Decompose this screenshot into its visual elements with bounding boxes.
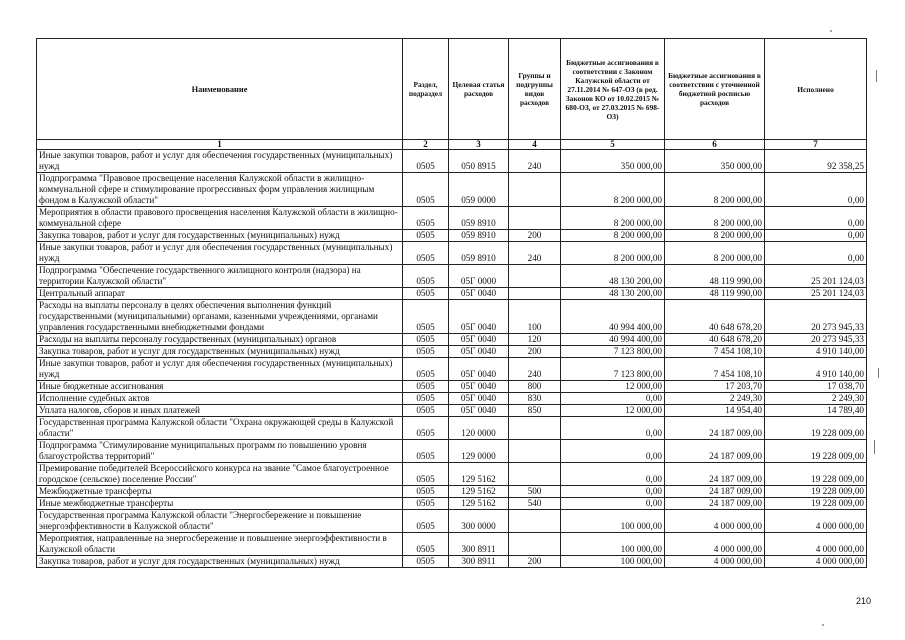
row-section: 0505 — [403, 486, 449, 498]
row-section: 0505 — [403, 498, 449, 510]
row-target: 05Г 0040 — [449, 405, 509, 417]
row-group: 240 — [509, 358, 561, 381]
row-name: Подпрограмма "Правовое просвещение населения Калужской области в жилищно-коммунальной сфере и стимулирование прогрессивных форм управления жилищным фондом в Калужской области" — [37, 173, 403, 207]
table-row — [37, 358, 867, 381]
row-target: 129 0000 — [449, 440, 509, 463]
scan-speck — [830, 30, 832, 32]
header-section: Раздел, подраздел — [403, 39, 449, 140]
row-group: 540 — [509, 498, 561, 510]
row-registry-allocation: 24 187 009,00 — [665, 498, 765, 510]
row-group: 100 — [509, 300, 561, 334]
row-registry-allocation: 8 200 000,00 — [665, 230, 765, 242]
row-group — [509, 533, 561, 556]
row-registry-allocation: 17 203,70 — [665, 381, 765, 393]
header-target: Целевая статья расходов — [449, 39, 509, 140]
column-number: 6 — [665, 140, 765, 150]
row-target: 129 5162 — [449, 463, 509, 486]
table-row — [37, 417, 867, 440]
row-target: 300 8911 — [449, 533, 509, 556]
table-row — [37, 486, 867, 498]
row-executed: 4 000 000,00 — [765, 556, 867, 568]
header-registry-allocations: Бюджетные ассигнования в соответствии с уточненной бюджетной росписью расходов — [665, 39, 765, 140]
row-target: 05Г 0000 — [449, 265, 509, 288]
row-registry-allocation: 8 200 000,00 — [665, 173, 765, 207]
scan-speck — [822, 624, 824, 626]
row-section: 0505 — [403, 334, 449, 346]
row-section: 0505 — [403, 393, 449, 405]
row-section: 0505 — [403, 230, 449, 242]
scan-mark — [874, 440, 875, 454]
row-law-allocation: 40 994 400,00 — [561, 334, 665, 346]
row-registry-allocation: 7 454 108,10 — [665, 346, 765, 358]
row-law-allocation: 7 123 800,00 — [561, 358, 665, 381]
row-law-allocation: 0,00 — [561, 440, 665, 463]
row-executed: 20 273 945,33 — [765, 334, 867, 346]
table-row — [37, 207, 867, 230]
row-section: 0505 — [403, 440, 449, 463]
row-name: Закупка товаров, работ и услуг для государственных (муниципальных) нужд — [37, 346, 403, 358]
row-executed: 25 201 124,03 — [765, 265, 867, 288]
column-number: 7 — [765, 140, 867, 150]
row-registry-allocation: 350 000,00 — [665, 150, 765, 173]
row-law-allocation: 8 200 000,00 — [561, 173, 665, 207]
row-registry-allocation: 24 187 009,00 — [665, 440, 765, 463]
row-registry-allocation: 8 200 000,00 — [665, 207, 765, 230]
row-target: 059 8910 — [449, 230, 509, 242]
table-body — [37, 150, 867, 568]
row-target: 05Г 0040 — [449, 381, 509, 393]
table-row — [37, 510, 867, 533]
row-registry-allocation: 24 187 009,00 — [665, 417, 765, 440]
row-registry-allocation: 40 648 678,20 — [665, 300, 765, 334]
row-law-allocation: 48 130 200,00 — [561, 265, 665, 288]
row-law-allocation: 12 000,00 — [561, 405, 665, 417]
table-row — [37, 242, 867, 265]
row-name: Исполнение судебных актов — [37, 393, 403, 405]
row-executed: 0,00 — [765, 207, 867, 230]
row-target: 05Г 0040 — [449, 334, 509, 346]
row-group: 240 — [509, 150, 561, 173]
scan-mark — [876, 70, 877, 82]
row-executed: 4 910 140,00 — [765, 358, 867, 381]
row-target: 059 8910 — [449, 242, 509, 265]
table-row — [37, 150, 867, 173]
table-row — [37, 498, 867, 510]
table-row — [37, 381, 867, 393]
row-section: 0505 — [403, 533, 449, 556]
row-executed: 0,00 — [765, 173, 867, 207]
row-name: Закупка товаров, работ и услуг для государственных (муниципальных) нужд — [37, 230, 403, 242]
table-header-row — [37, 39, 867, 140]
row-law-allocation: 0,00 — [561, 498, 665, 510]
column-number: 5 — [561, 140, 665, 150]
row-law-allocation: 12 000,00 — [561, 381, 665, 393]
row-section: 0505 — [403, 346, 449, 358]
table-row — [37, 173, 867, 207]
row-executed: 14 789,40 — [765, 405, 867, 417]
table-row — [37, 440, 867, 463]
row-registry-allocation: 7 454 108,10 — [665, 358, 765, 381]
row-group: 850 — [509, 405, 561, 417]
row-group: 500 — [509, 486, 561, 498]
column-number: 2 — [403, 140, 449, 150]
row-executed: 19 228 009,00 — [765, 486, 867, 498]
table-row — [37, 556, 867, 568]
row-group — [509, 510, 561, 533]
row-section: 0505 — [403, 556, 449, 568]
row-name: Государственная программа Калужской области "Охрана окружающей среды в Калужской области" — [37, 417, 403, 440]
table-row — [37, 463, 867, 486]
row-section: 0505 — [403, 417, 449, 440]
row-section: 0505 — [403, 288, 449, 300]
row-executed: 92 358,25 — [765, 150, 867, 173]
row-target: 129 5162 — [449, 498, 509, 510]
row-registry-allocation: 48 119 990,00 — [665, 288, 765, 300]
row-law-allocation: 0,00 — [561, 463, 665, 486]
row-target: 05Г 0040 — [449, 288, 509, 300]
row-name: Расходы на выплаты персоналу в целях обеспечения выполнения функций государственными (муниципальными) органами, казенными учреждениями, органами управления государственными внебюджетными фондами — [37, 300, 403, 334]
row-target: 059 0000 — [449, 173, 509, 207]
row-executed: 4 000 000,00 — [765, 510, 867, 533]
row-group: 200 — [509, 230, 561, 242]
column-number: 1 — [37, 140, 403, 150]
row-target: 300 8911 — [449, 556, 509, 568]
row-law-allocation: 7 123 800,00 — [561, 346, 665, 358]
row-name: Межбюджетные трансферты — [37, 486, 403, 498]
row-executed: 19 228 009,00 — [765, 498, 867, 510]
row-group — [509, 173, 561, 207]
row-target: 05Г 0040 — [449, 300, 509, 334]
table-row — [37, 533, 867, 556]
row-law-allocation: 100 000,00 — [561, 510, 665, 533]
row-target: 05Г 0040 — [449, 346, 509, 358]
table-row — [37, 288, 867, 300]
row-name: Иные межбюджетные трансферты — [37, 498, 403, 510]
row-executed: 4 910 140,00 — [765, 346, 867, 358]
row-section: 0505 — [403, 463, 449, 486]
row-registry-allocation: 40 648 678,20 — [665, 334, 765, 346]
row-law-allocation: 100 000,00 — [561, 533, 665, 556]
column-number: 4 — [509, 140, 561, 150]
row-executed: 19 228 009,00 — [765, 417, 867, 440]
header-law-allocations: Бюджетные ассигнования в соответствии с Законом Калужской области от 27.11.2014 № 647-ОЗ (в ред. Законов КО от 10.02.2015 № 680-ОЗ, от 27.03.2015 № 698-ОЗ) — [561, 39, 665, 140]
row-target: 300 0000 — [449, 510, 509, 533]
table-row — [37, 300, 867, 334]
row-group: 830 — [509, 393, 561, 405]
header-group: Группы и подгруппы видов расходов — [509, 39, 561, 140]
row-law-allocation: 0,00 — [561, 486, 665, 498]
row-group: 200 — [509, 346, 561, 358]
budget-sheet — [36, 38, 866, 568]
table-row — [37, 265, 867, 288]
row-law-allocation: 0,00 — [561, 417, 665, 440]
row-name: Закупка товаров, работ и услуг для государственных (муниципальных) нужд — [37, 556, 403, 568]
row-name: Уплата налогов, сборов и иных платежей — [37, 405, 403, 417]
row-name: Иные закупки товаров, работ и услуг для обеспечения государственных (муниципальных) нужд — [37, 358, 403, 381]
row-registry-allocation: 24 187 009,00 — [665, 463, 765, 486]
row-registry-allocation: 4 000 000,00 — [665, 533, 765, 556]
row-section: 0505 — [403, 207, 449, 230]
table-row — [37, 230, 867, 242]
column-number-row — [37, 140, 867, 150]
header-name: Наименование — [37, 39, 403, 140]
row-law-allocation: 8 200 000,00 — [561, 207, 665, 230]
row-registry-allocation: 48 119 990,00 — [665, 265, 765, 288]
row-executed: 20 273 945,33 — [765, 300, 867, 334]
header-executed: Исполнено — [765, 39, 867, 140]
row-group: 800 — [509, 381, 561, 393]
row-name: Государственная программа Калужской области "Энергосбережение и повышение энергоэффективности в Калужской области" — [37, 510, 403, 533]
row-executed: 2 249,30 — [765, 393, 867, 405]
row-registry-allocation: 14 954,40 — [665, 405, 765, 417]
row-group — [509, 207, 561, 230]
row-registry-allocation: 8 200 000,00 — [665, 242, 765, 265]
row-name: Мероприятия, направленные на энергосбережение и повышение энергоэффективности в Калужской области — [37, 533, 403, 556]
row-law-allocation: 8 200 000,00 — [561, 242, 665, 265]
row-law-allocation: 350 000,00 — [561, 150, 665, 173]
table-row — [37, 334, 867, 346]
row-executed: 19 228 009,00 — [765, 463, 867, 486]
row-name: Мероприятия в области правового просвещения населения Калужской области в жилищно-коммунальной сфере — [37, 207, 403, 230]
row-name: Расходы на выплаты персоналу государственных (муниципальных) органов — [37, 334, 403, 346]
row-executed: 0,00 — [765, 230, 867, 242]
row-group — [509, 463, 561, 486]
row-name: Иные бюджетные ассигнования — [37, 381, 403, 393]
row-name: Премирование победителей Всероссийского конкурса на звание "Самое благоустроенное городское (сельское) поселение России" — [37, 463, 403, 486]
row-name: Центральный аппарат — [37, 288, 403, 300]
row-target: 05Г 0040 — [449, 393, 509, 405]
row-section: 0505 — [403, 405, 449, 417]
scan-mark — [878, 368, 879, 378]
row-name: Иные закупки товаров, работ и услуг для обеспечения государственных (муниципальных) нужд — [37, 242, 403, 265]
row-group — [509, 288, 561, 300]
row-executed: 19 228 009,00 — [765, 440, 867, 463]
row-name: Подпрограмма "Стимулирование муниципальных программ по повышению уровня благоустройства территорий" — [37, 440, 403, 463]
row-section: 0505 — [403, 265, 449, 288]
row-name: Подпрограмма "Обеспечение государственного жилищного контроля (надзора) на территории Калужской области" — [37, 265, 403, 288]
row-target: 050 8915 — [449, 150, 509, 173]
row-name: Иные закупки товаров, работ и услуг для обеспечения государственных (муниципальных) нужд — [37, 150, 403, 173]
row-registry-allocation: 24 187 009,00 — [665, 486, 765, 498]
row-group: 240 — [509, 242, 561, 265]
table-row — [37, 405, 867, 417]
row-target: 129 5162 — [449, 486, 509, 498]
column-number: 3 — [449, 140, 509, 150]
table-row — [37, 346, 867, 358]
row-group — [509, 440, 561, 463]
row-section: 0505 — [403, 242, 449, 265]
row-law-allocation: 8 200 000,00 — [561, 230, 665, 242]
row-section: 0505 — [403, 300, 449, 334]
row-executed: 0,00 — [765, 242, 867, 265]
row-registry-allocation: 2 249,30 — [665, 393, 765, 405]
row-target: 05Г 0040 — [449, 358, 509, 381]
row-group: 200 — [509, 556, 561, 568]
row-registry-allocation: 4 000 000,00 — [665, 556, 765, 568]
budget-table — [36, 38, 867, 568]
row-law-allocation: 100 000,00 — [561, 556, 665, 568]
row-section: 0505 — [403, 358, 449, 381]
table-row — [37, 393, 867, 405]
row-target: 120 0000 — [449, 417, 509, 440]
row-executed: 25 201 124,03 — [765, 288, 867, 300]
row-law-allocation: 48 130 200,00 — [561, 288, 665, 300]
row-group — [509, 417, 561, 440]
row-section: 0505 — [403, 173, 449, 207]
row-section: 0505 — [403, 510, 449, 533]
row-law-allocation: 40 994 400,00 — [561, 300, 665, 334]
row-group — [509, 265, 561, 288]
page-number: 210 — [855, 596, 871, 606]
row-executed: 17 038,70 — [765, 381, 867, 393]
row-law-allocation: 0,00 — [561, 393, 665, 405]
row-registry-allocation: 4 000 000,00 — [665, 510, 765, 533]
row-section: 0505 — [403, 150, 449, 173]
row-group: 120 — [509, 334, 561, 346]
row-section: 0505 — [403, 381, 449, 393]
row-target: 059 8910 — [449, 207, 509, 230]
row-executed: 4 000 000,00 — [765, 533, 867, 556]
